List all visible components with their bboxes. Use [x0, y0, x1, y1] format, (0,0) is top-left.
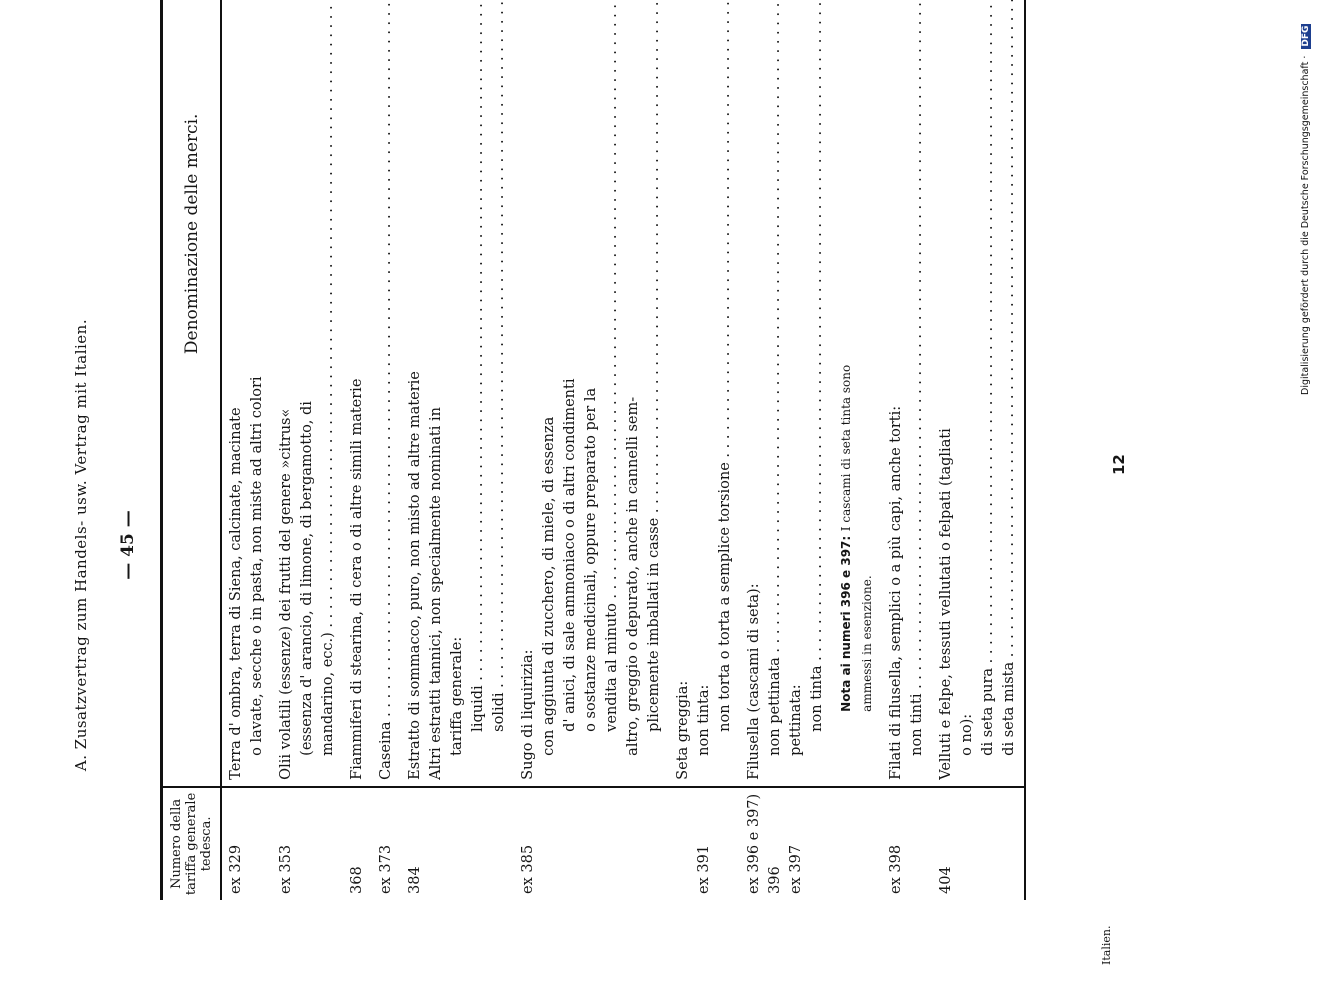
- tariff-number-cell: [832, 787, 882, 900]
- description-line: tariffa generale:: [449, 636, 465, 756]
- tariff-number: 384: [407, 866, 423, 894]
- digitization-credit: [1300, 0, 1320, 395]
- description-line: Altri estratti tannici, non specialmente nominati in: [428, 407, 444, 780]
- tariff-number-cell: [401, 787, 514, 900]
- note-text: I cascami di seta tinta sono: [839, 364, 853, 532]
- description-line: non tinta:: [696, 684, 712, 756]
- tariff-number: ex 391: [696, 844, 712, 894]
- description-line: Filati di filusella, semplici o a più capi, anche torti:: [888, 405, 904, 780]
- column-header-number: Numero della tariffa generale tedesca.: [162, 787, 222, 900]
- table-row: [740, 0, 832, 900]
- tariff-number: ex 396 e 397): [746, 793, 762, 894]
- description-line: o lavate, secche o in pasta, non miste ad altri colori: [249, 376, 265, 756]
- description-line: Sugo di liquirizia:: [520, 649, 536, 780]
- description-line: non torta o torta a semplice torsione . . .: [715, 0, 736, 780]
- goods-description-cell: [740, 0, 832, 787]
- description-line: non pettinata . . .: [765, 0, 786, 780]
- tariff-number: 368: [349, 866, 365, 894]
- note-line: [836, 0, 857, 780]
- goods-description-cell: [372, 0, 401, 787]
- goods-description-cell: [272, 0, 343, 787]
- table-row: [882, 0, 932, 900]
- footer-sheet-number: 12: [1110, 454, 1128, 475]
- description-line: Terra d' ombra, terra di Siena, calcinate, macinate: [228, 407, 244, 780]
- table-row: [343, 0, 372, 900]
- table-body: [221, 0, 1025, 900]
- description-line: (essenza d' arancio, di limone, di bergamotto, di: [299, 401, 315, 756]
- goods-description-cell: [221, 0, 272, 787]
- table-header-row: [162, 0, 222, 900]
- credit-text: Digitalisierung gefördert durch die Deutsche Forschungsgemeinschaft ·: [1300, 55, 1311, 395]
- page-number: — 45 —: [118, 510, 138, 580]
- tariff-number-cell: [372, 787, 401, 900]
- tariff-number: [673, 794, 694, 894]
- description-line: mandarino, ecc.) . . .: [318, 0, 339, 780]
- table-row: [514, 0, 669, 900]
- goods-description-cell: [832, 0, 882, 787]
- tariff-table: [160, 0, 1026, 900]
- table-row: [669, 0, 740, 900]
- description-line: Olii volatili (essenze) dei frutti del genere »citrus«: [278, 408, 294, 780]
- table-row: [401, 0, 514, 900]
- tariff-number: ex 398: [888, 844, 904, 894]
- description-line: o no):: [959, 713, 975, 756]
- description-line: pettinata:: [788, 684, 804, 756]
- tariff-number-cell: [882, 787, 932, 900]
- tariff-number: 396: [767, 866, 783, 894]
- tariff-number-cell: [932, 787, 1025, 900]
- description-line: liquidi . . .: [468, 0, 489, 780]
- table-row: [221, 0, 272, 900]
- description-line: di seta mista . . .: [999, 0, 1020, 780]
- description-line: o sostanze medicinali, oppure preparato per la: [583, 387, 599, 732]
- description-line: di seta pura . . .: [978, 0, 999, 780]
- goods-description-cell: [514, 0, 669, 787]
- description-line: Estratto di sommacco, puro, non misto ad altre materie: [407, 371, 423, 780]
- description-line: Caseina . . .: [376, 0, 397, 780]
- tariff-number-cell: [272, 787, 343, 900]
- goods-description-cell: [343, 0, 372, 787]
- description-line: d' anici, di sale ammoniaco o di altri condimenti: [562, 378, 578, 732]
- tariff-number-cell: [343, 787, 372, 900]
- tariff-number: 404: [938, 866, 954, 894]
- tariff-number: ex 373: [378, 844, 394, 894]
- tariff-number: ex 353: [278, 844, 294, 894]
- goods-description-cell: [882, 0, 932, 787]
- table-row: [932, 0, 1025, 900]
- tariff-number: [836, 794, 857, 894]
- tariff-number: ex 329: [228, 844, 244, 894]
- description-line: solidi . . .: [489, 0, 510, 780]
- description-line: non tinti . . .: [907, 0, 928, 780]
- table-row: [272, 0, 343, 900]
- goods-description-cell: [669, 0, 740, 787]
- tariff-number-cell: [221, 787, 272, 900]
- description-line: ammessi in esenzione.: [860, 575, 874, 712]
- running-title: A. Zusatzvertrag zum Handels- usw. Vertrag mit Italien.: [72, 318, 90, 772]
- description-line: Filusella (cascami di seta):: [746, 583, 762, 780]
- description-line: plicemente imballati in casse . . .: [644, 0, 665, 780]
- tariff-number: ex 397: [788, 844, 804, 894]
- goods-description-cell: [932, 0, 1025, 787]
- description-line: Seta greggia:: [675, 680, 691, 780]
- tariff-number-cell: [514, 787, 669, 900]
- description-line: non tinta . . .: [807, 0, 828, 780]
- table-row: [372, 0, 401, 900]
- goods-description-cell: [401, 0, 514, 787]
- description-line: Fiammiferi di stearina, di cera o di altre simili materie: [349, 378, 365, 780]
- tariff-number-cell: [740, 787, 832, 900]
- table-row: [832, 0, 882, 900]
- description-line: vendita al minuto . . .: [602, 0, 623, 780]
- description-line: Velluti e felpe, tessuti vellutati o felpati (tagliati: [938, 428, 954, 780]
- description-line: altro, greggio o depurato, anche in cannelli sem-: [625, 396, 641, 756]
- dfg-logo: DFG: [1301, 25, 1311, 47]
- note-heading: Nota ai numeri 396 e 397:: [839, 535, 853, 712]
- column-header-description: Denominazione delle merci.: [162, 0, 222, 787]
- description-line: con aggiunta di zucchero, di miele, di essenza: [541, 416, 557, 756]
- footer-country-mark: Italien.: [1100, 925, 1113, 965]
- tariff-number-cell: [669, 787, 740, 900]
- rotated-document-page: [0, 95, 1200, 995]
- tariff-number: ex 385: [520, 844, 536, 894]
